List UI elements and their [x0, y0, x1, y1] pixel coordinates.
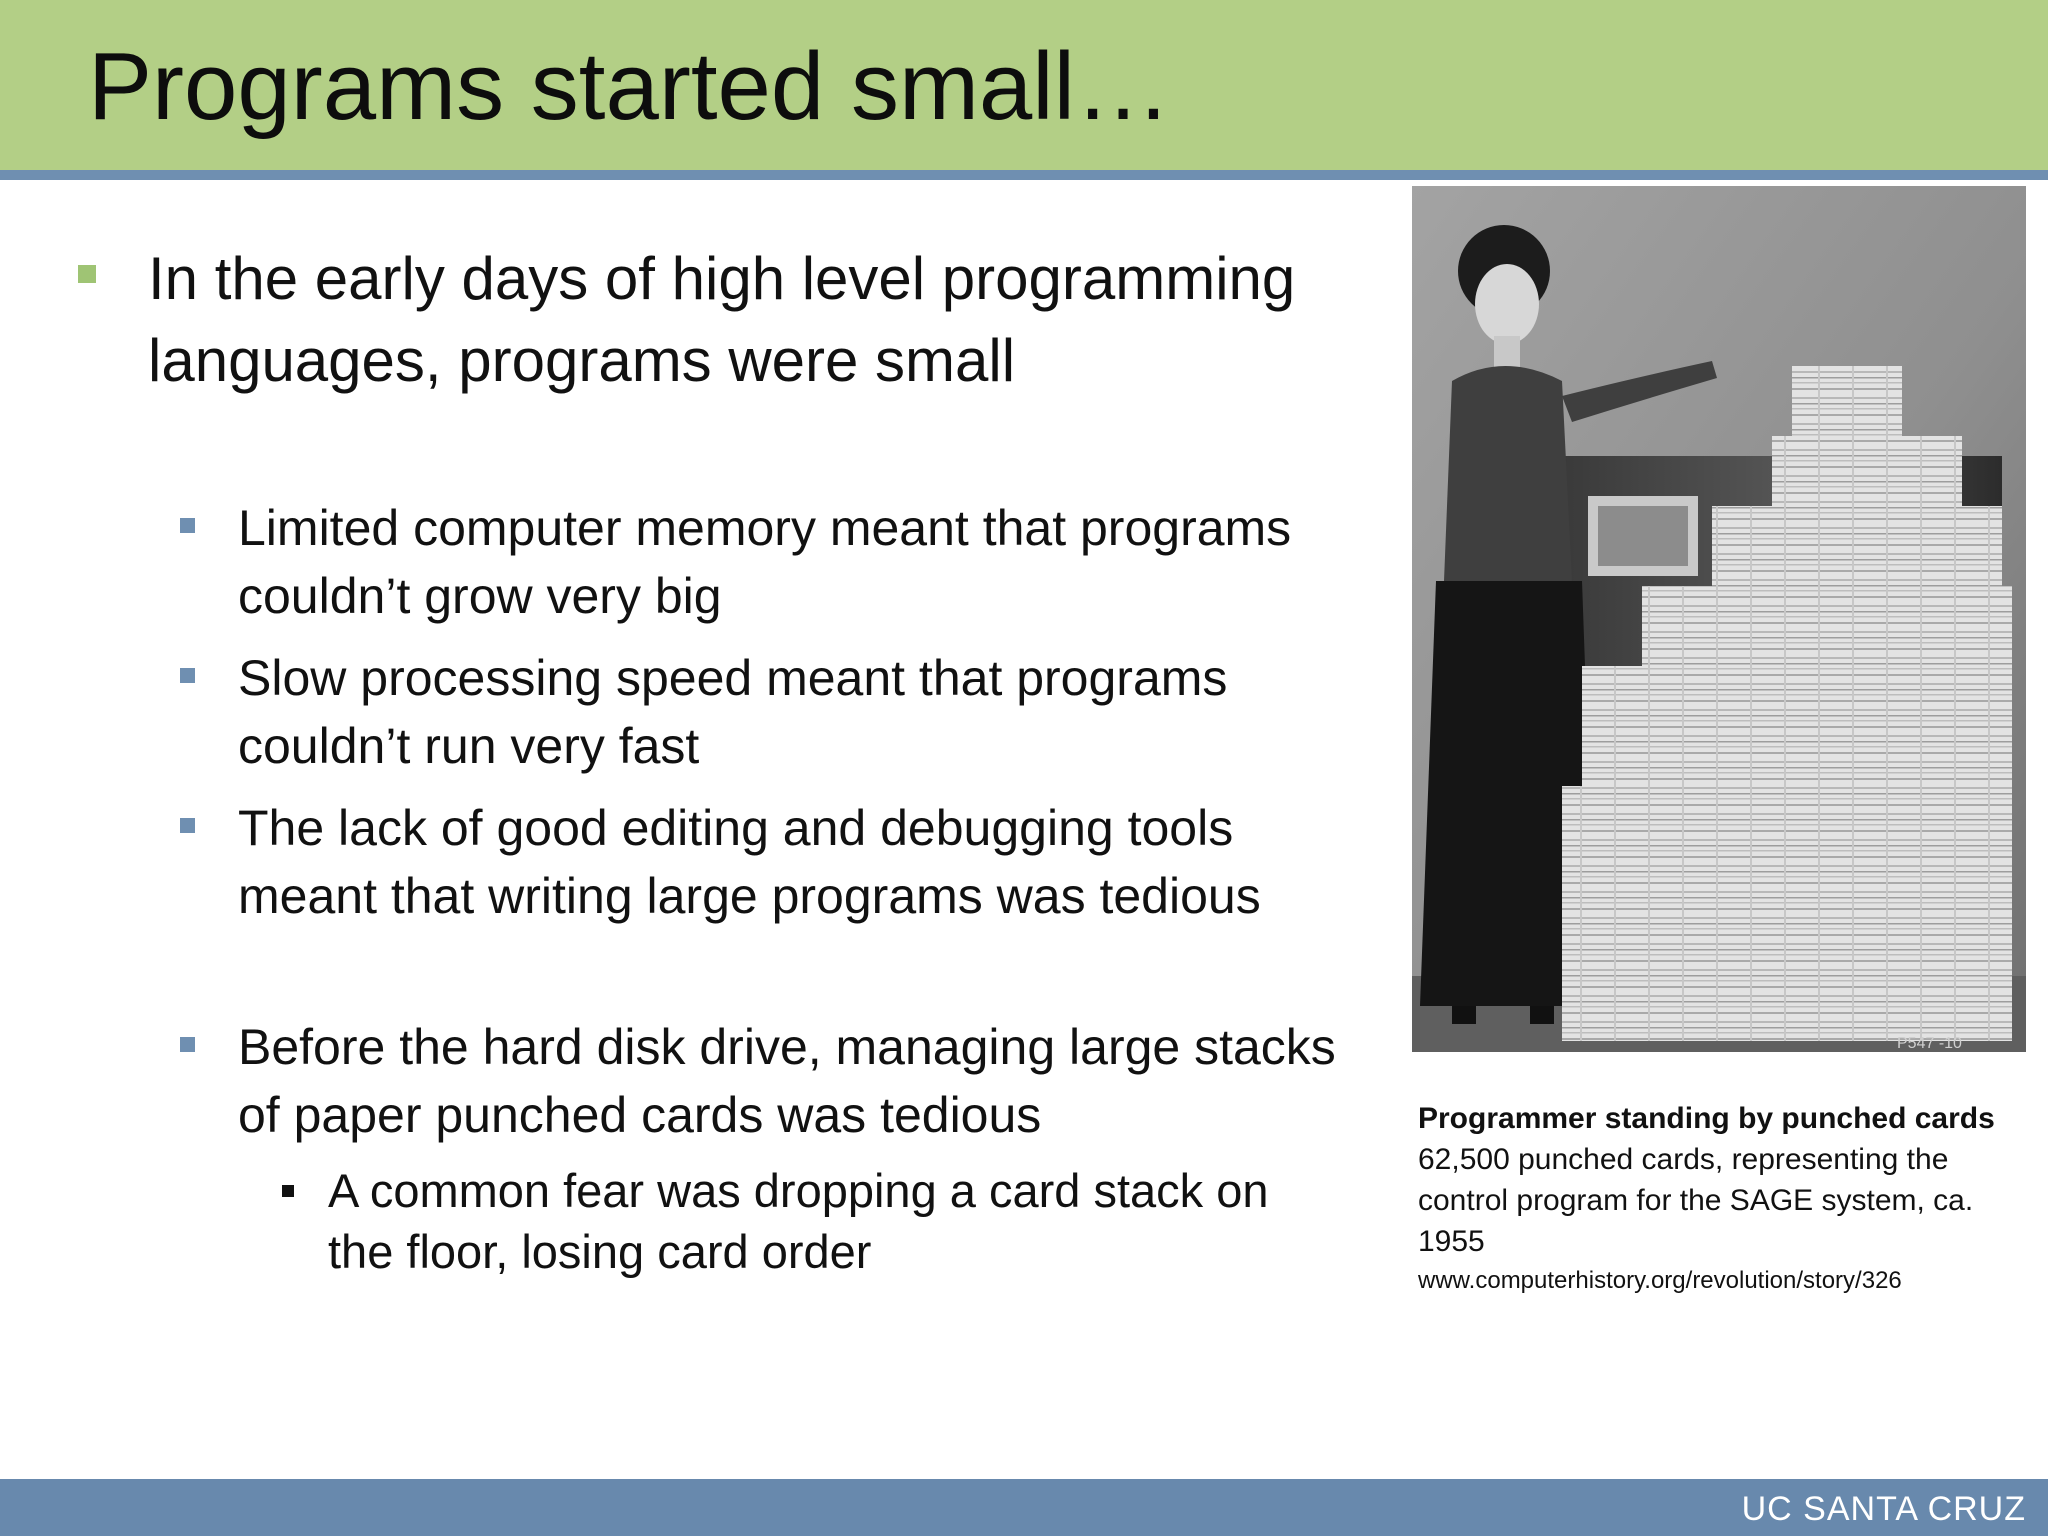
bullet-text: Slow processing speed meant that programs couldn’t run very fast: [238, 650, 1228, 774]
bullet-text: A common fear was dropping a card stack on the floor, losing card order: [328, 1164, 1269, 1278]
bullet-text: The lack of good editing and debugging tools meant that writing large programs was tedious: [238, 800, 1261, 924]
bullet-level-1: [148, 238, 1318, 402]
bullet-text: In the early days of high level programming languages, programs were small: [148, 245, 1296, 394]
caption-title: Programmer standing by punched cards: [1418, 1102, 1995, 1135]
title-divider: [0, 170, 2048, 180]
slide-title: Programs started small…: [88, 33, 1171, 140]
square-bullet-icon: [180, 818, 195, 833]
bullet-level-3: [328, 1160, 1338, 1282]
bullet-level-2: [238, 1013, 1338, 1149]
bullet-text: Limited computer memory meant that programs couldn’t grow very big: [238, 500, 1292, 624]
caption-description: 62,500 punched cards, representing the control program for the SAGE system, ca. 1955: [1418, 1143, 1974, 1258]
bullet-level-2: [238, 494, 1338, 630]
photo-illustration: [1412, 186, 2026, 1052]
caption-source-url: www.computerhistory.org/revolution/story/326: [1418, 1267, 1902, 1294]
punched-cards-photo: [1412, 186, 2026, 1052]
square-bullet-icon: [78, 265, 96, 283]
square-bullet-icon: [180, 1037, 195, 1052]
institution-label: UC SANTA CRUZ: [1741, 1490, 2026, 1528]
square-bullet-icon: [180, 668, 195, 683]
bullet-level-2: [238, 644, 1338, 780]
square-bullet-icon: [180, 518, 195, 533]
footer-band: [0, 1479, 2048, 1536]
bullet-level-2: [238, 794, 1338, 930]
photo-caption: [1418, 1098, 2018, 1322]
square-bullet-icon: [282, 1185, 294, 1197]
svg-text:P547 -10: P547 -10: [1897, 1035, 1962, 1052]
bullet-text: Before the hard disk drive, managing large stacks of paper punched cards was tedious: [238, 1019, 1336, 1143]
